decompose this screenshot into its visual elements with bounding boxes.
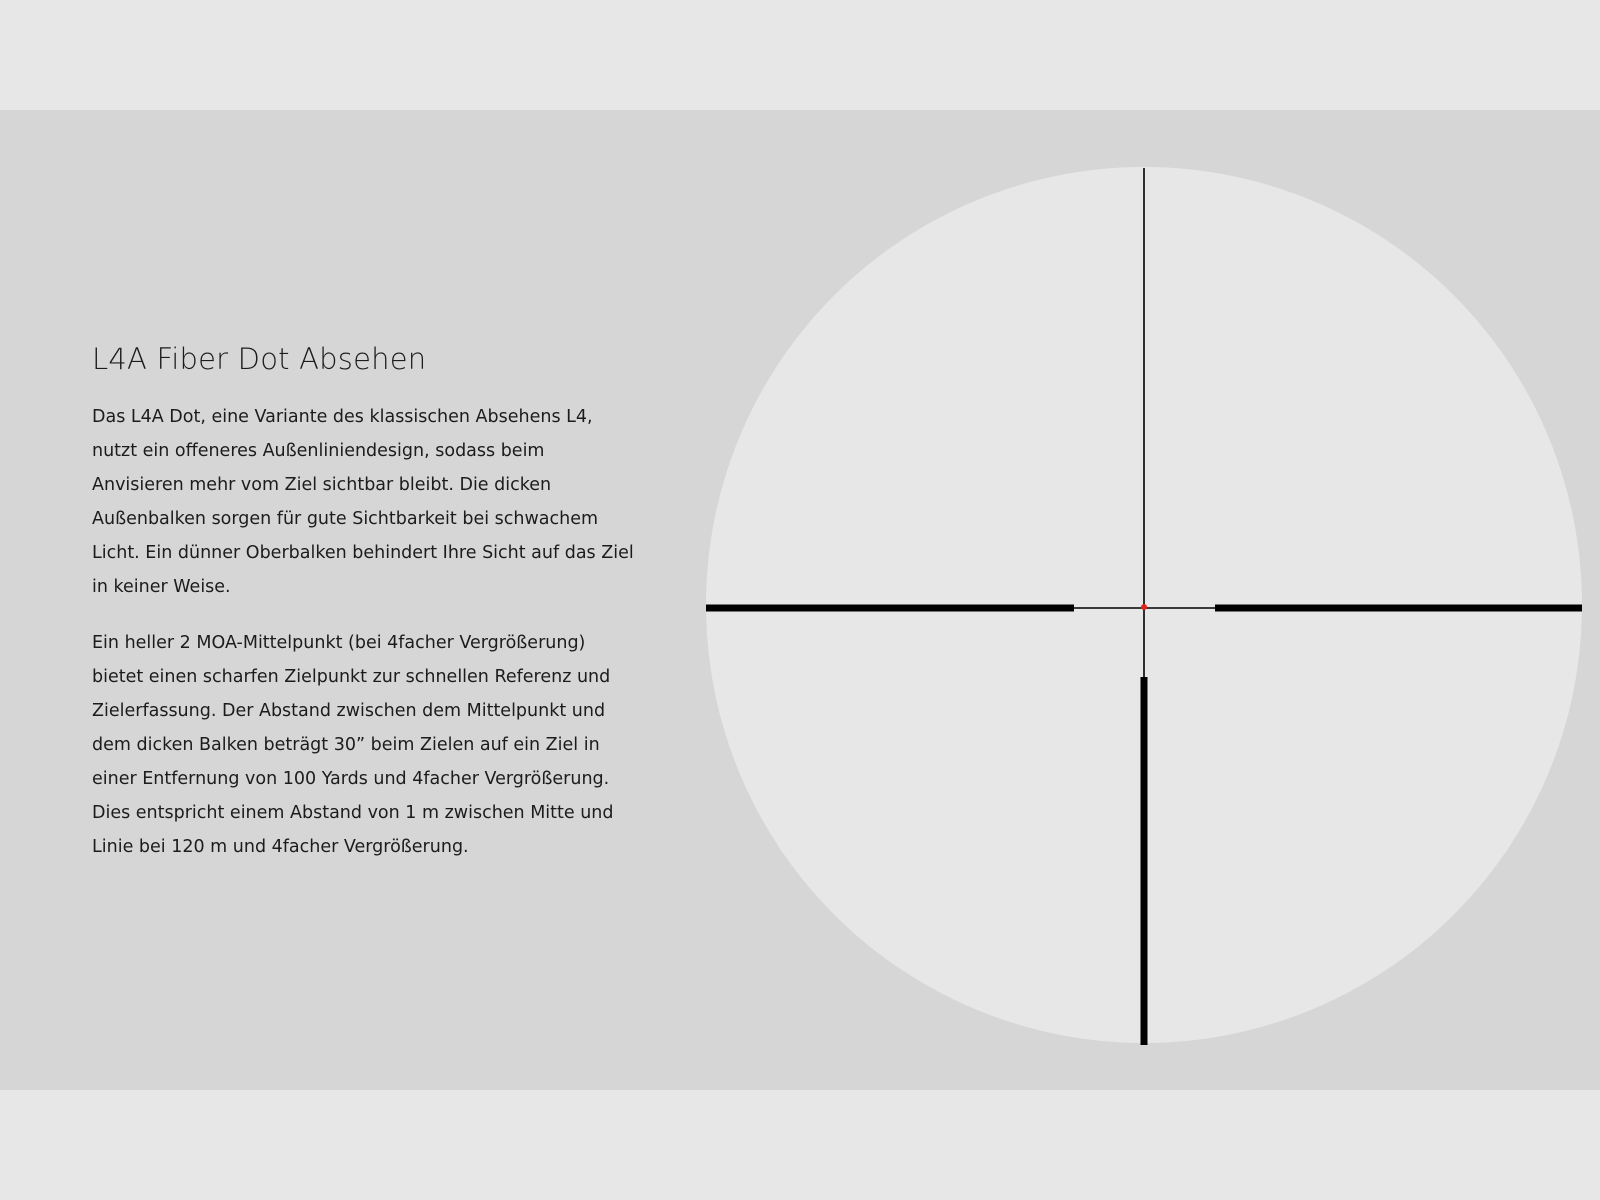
description-paragraph-2: Ein heller 2 MOA-Mittelpunkt (bei 4facher Vergrößerung) bietet einen scharfen Zielpunkt zur schnellen Referenz und Zielerfassung. Der Abstand zwischen dem Mittelpunkt und dem dicken Balken beträgt 30” beim Zielen auf ein Ziel in einer Entfernung von 100 Yards und 4facher Vergrößerung. Dies entspricht einem Abstand von 1 m zwischen Mitte und Linie bei 120 m und 4facher Vergrößerung. (92, 633, 614, 857)
reticle-illustration (700, 160, 1600, 1060)
page-title: L4A Fiber Dot Absehen (92, 342, 427, 376)
description-paragraph-1: Das L4A Dot, eine Variante des klassischen Absehens L4, nutzt ein offeneres Außenliniendesign, sodass beim Anvisieren mehr vom Ziel sichtbar bleibt. Die dicken Außenbalken sorgen für gute Sichtbarkeit bei schwachem Licht. Ein dünner Oberbalken behindert Ihre Sicht auf das Ziel in keiner Weise. (92, 407, 634, 597)
top-band (0, 0, 1600, 110)
center-dot (1141, 604, 1147, 610)
bottom-band (0, 1090, 1600, 1200)
description-block (92, 338, 652, 886)
